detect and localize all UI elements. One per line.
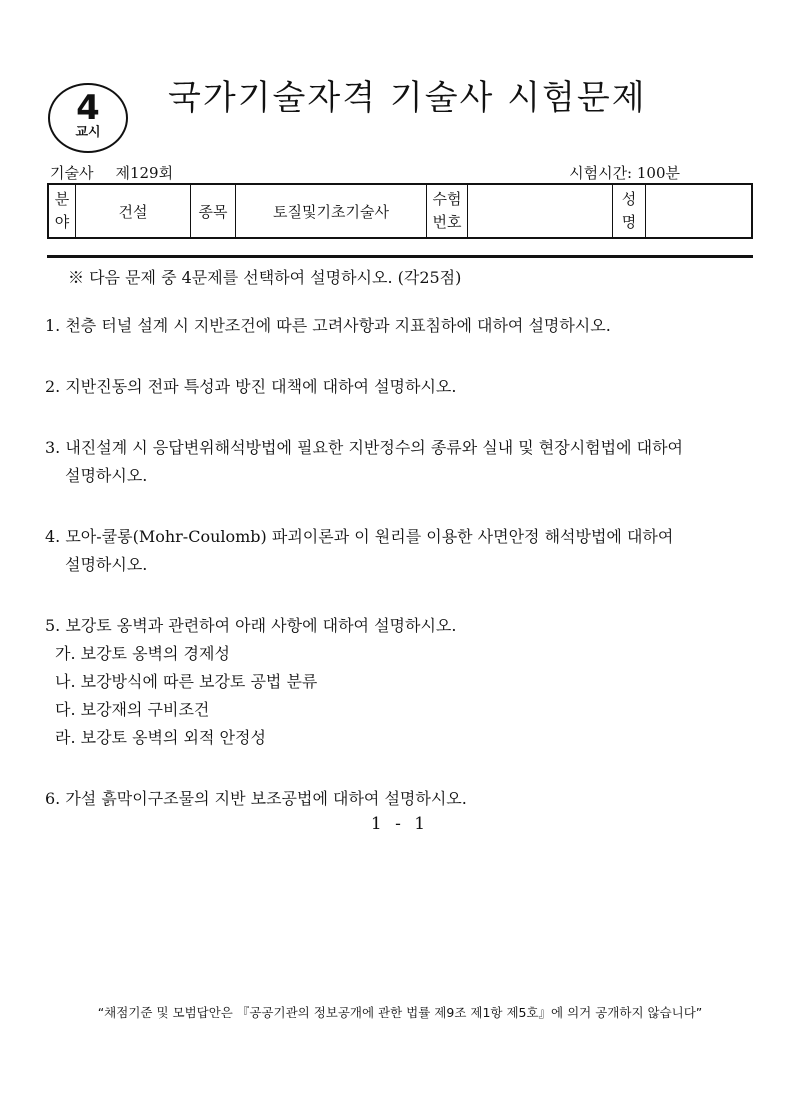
- exam-info-table: [47, 183, 753, 239]
- question-text: 6. 가설 흙막이구조물의 지반 보조공법에 대하여 설명하시오.: [45, 789, 467, 808]
- question-text: 4. 모아-쿨롱(Mohr-Coulomb) 파괴이론과 이 원리를 이용한 사면안정 해석방법에 대하여: [45, 527, 674, 546]
- field-label-top: 분: [54, 190, 70, 208]
- exam-round: 제129회: [115, 164, 174, 182]
- exam-time: 시험시간: 100분: [569, 164, 680, 182]
- exam-number-label-bottom: 번호: [432, 213, 462, 231]
- question-text: 2. 지반진동의 전파 특성과 방진 대책에 대하여 설명하시오.: [45, 377, 457, 396]
- question-text: 3. 내진설계 시 응답변위해석방법에 필요한 지반정수의 종류와 실내 및 현장시험법에 대하여: [45, 438, 683, 457]
- category-value: 토질및기초기술사: [236, 184, 427, 238]
- question-item: [45, 312, 757, 340]
- question-list: [45, 312, 757, 846]
- name-field[interactable]: [646, 184, 753, 238]
- question-item: [45, 523, 757, 579]
- question-text: 1. 천층 터널 설계 시 지반조건에 따른 고려사항과 지표침하에 대하여 설명하시오.: [45, 316, 611, 335]
- name-label-bottom: 명: [621, 213, 637, 231]
- name-label-cell: [613, 184, 646, 238]
- question-item: [45, 612, 757, 752]
- field-label-cell: [48, 184, 76, 238]
- instruction-text: ※ 다음 문제 중 4문제를 선택하여 설명하시오. (각25점): [68, 268, 462, 287]
- footer-note: “채점기준 및 모범답안은 『공공기관의 정보공개에 관한 법률 제9조 제1항 제5호』에 의거 공개하지 않습니다”: [97, 1005, 703, 1020]
- session-label: 교시: [75, 125, 101, 140]
- question-text-continued: 설명하시오.: [65, 466, 148, 485]
- question-text-continued: 설명하시오.: [65, 555, 148, 574]
- divider: [47, 255, 753, 258]
- question-item: [45, 785, 757, 813]
- question-subitem: 라. 보강토 옹벽의 외적 안정성: [55, 728, 266, 747]
- question-subitem: 다. 보강재의 구비조건: [55, 700, 210, 719]
- category-label: 종목: [191, 184, 236, 238]
- session-number: 4: [76, 88, 100, 128]
- question-text: 5. 보강토 옹벽과 관련하여 아래 사항에 대하여 설명하시오.: [45, 616, 457, 635]
- session-badge: [48, 83, 128, 153]
- question-item: [45, 434, 757, 490]
- field-value: 건설: [76, 184, 191, 238]
- exam-number-field[interactable]: [468, 184, 613, 238]
- question-item: [45, 373, 757, 401]
- field-label-bottom: 야: [54, 213, 70, 231]
- exam-type: 기술사: [50, 164, 94, 182]
- name-label-top: 성: [621, 190, 637, 208]
- exam-meta: [50, 162, 173, 183]
- page-title: 국가기술자격 기술사 시험문제: [168, 78, 647, 118]
- exam-number-label-cell: [427, 184, 468, 238]
- exam-number-label-top: 수험: [432, 190, 462, 208]
- question-subitem: 가. 보강토 옹벽의 경제성: [55, 644, 230, 663]
- page-number: 1 - 1: [370, 814, 430, 834]
- question-subitem: 나. 보강방식에 따른 보강토 공법 분류: [55, 672, 318, 691]
